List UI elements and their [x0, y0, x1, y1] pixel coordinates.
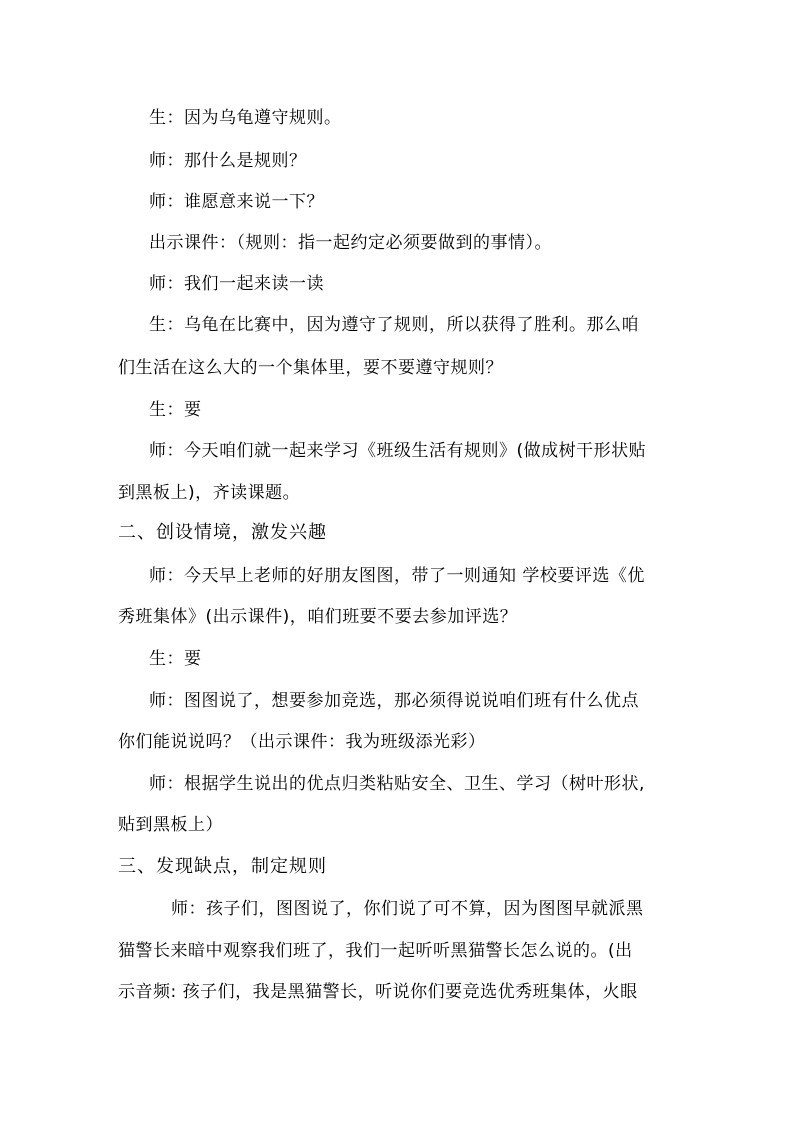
- text-line-9: 师：今天咱们就一起来学习《班级生活有规则》(做成树干形状贴: [149, 441, 647, 461]
- text-line-7: 们生活在这么大的一个集体里，要不要遵守规则？: [118, 358, 503, 378]
- section-heading-2: 二、创设情境，激发兴趣: [118, 522, 327, 543]
- text-line-14: 师：图图说了，想要参加竞选，那必须得说说咱们班有什么优点: [149, 691, 639, 711]
- text-line-6: 生：乌龟在比赛中，因为遵守了规则，所以获得了胜利。那么咱: [149, 315, 639, 335]
- text-line-2: 师：那什么是规则？: [149, 151, 307, 171]
- text-line-19: 猫警长来暗中观察我们班了，我们一起听听黑猫警长怎么说的。(出: [118, 941, 633, 961]
- text-line-18: 师：孩子们，图图说了，你们说了可不算，因为图图早就派黑: [171, 899, 644, 919]
- text-line-16: 师：根据学生说出的优点归类粘贴安全、卫生、学习（树叶形状,: [149, 774, 645, 794]
- text-line-20: 示音频: 孩子们，我是黑猫警长，听说你们要竞选优秀班集体，火眼: [118, 982, 638, 1002]
- text-line-5: 师：我们一起来读一读: [149, 274, 324, 294]
- text-line-3: 师：谁愿意来说一下？: [149, 192, 324, 212]
- text-line-4: 出示课件：（规则：指一起约定必须要做到的事情）。: [149, 233, 552, 253]
- section-heading-3: 三、发现缺点，制定规则: [118, 856, 327, 877]
- text-line-1: 生：因为乌龟遵守规则。: [149, 108, 342, 128]
- text-line-11: 师：今天早上老师的好朋友图图，带了一则通知 学校要评选《优: [149, 566, 645, 586]
- text-line-15: 你们能说说吗？（出示课件：我为班级添光彩）: [118, 732, 486, 752]
- text-line-13: 生：要: [149, 649, 202, 669]
- text-line-8: 生：要: [149, 400, 202, 420]
- text-line-12: 秀班集体》(出示课件)，咱们班要不要去参加评选？: [118, 607, 518, 627]
- text-line-10: 到黑板上)，齐读课题。: [118, 483, 301, 503]
- text-line-17: 贴到黑板上）: [118, 815, 223, 835]
